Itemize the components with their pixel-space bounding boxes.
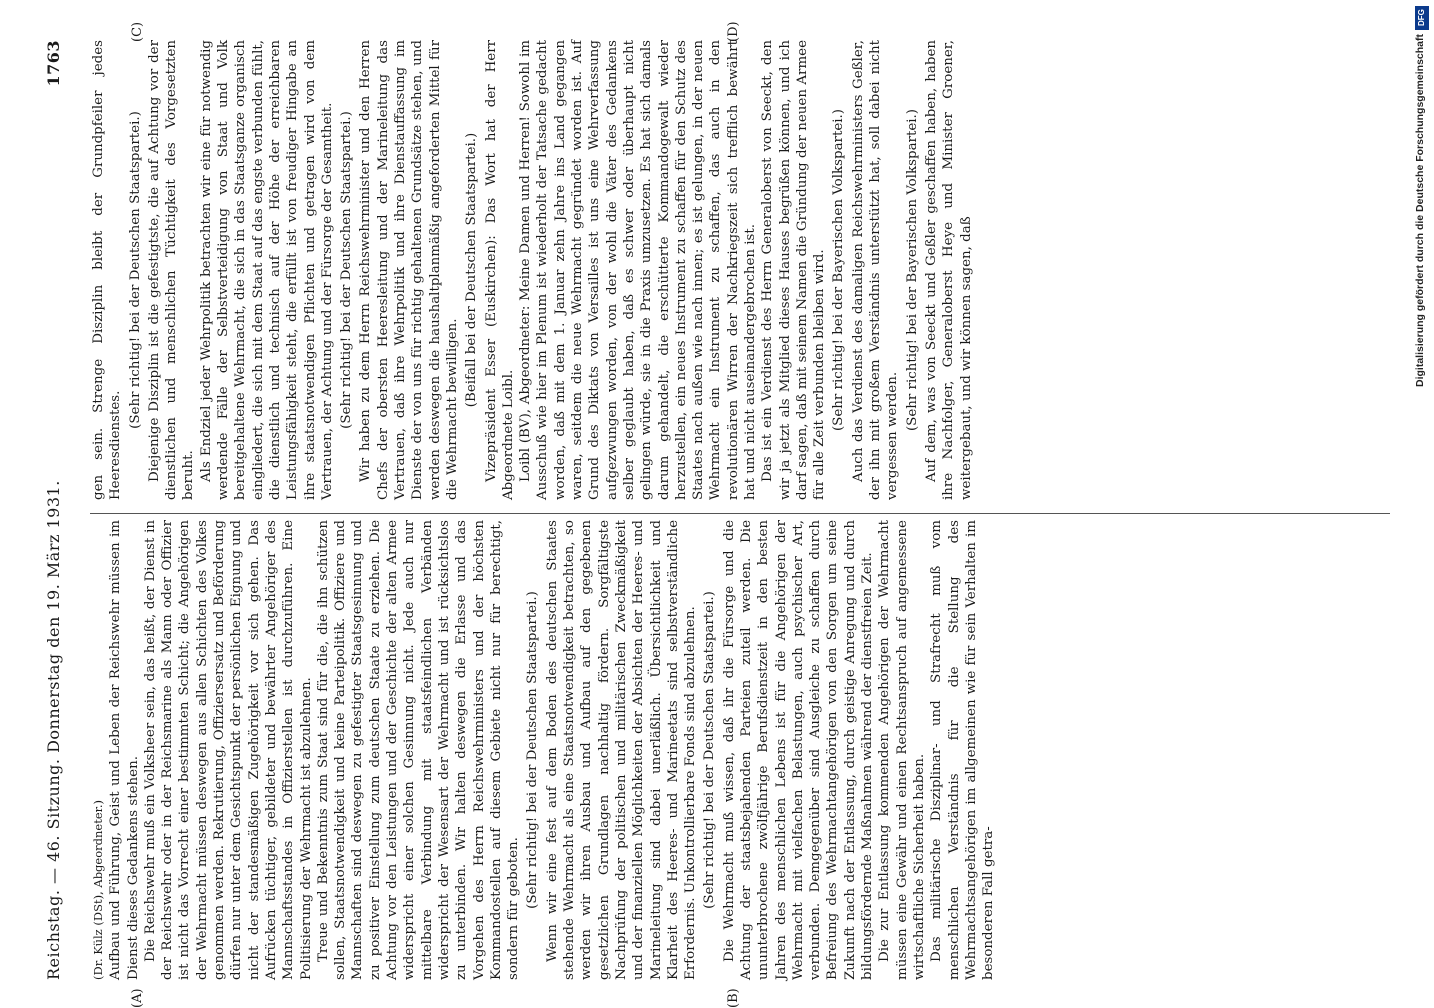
- interjection: (Sehr richtig! bei der Deutschen Staatspartei.): [127, 111, 143, 429]
- paragraph: gen sein. Strenge Disziplin bleibt der Grundpfeiler jedes Heeresdienstes.: [91, 40, 124, 500]
- dfg-logo: DFG: [1415, 6, 1429, 30]
- margin-marker-c: (C): [130, 21, 145, 42]
- interjection: (Sehr richtig! bei der Bayerischen Volkspartei.): [904, 108, 920, 432]
- interjection: (Sehr richtig! bei der Deutschen Staatspartei.): [702, 591, 718, 909]
- paragraph: Wenn wir eine fest auf dem Boden des deutschen Staates stehende Wehrmacht als eine Staatsnotwendigkeit betrachten, so werden wir ihren Ausbau und Aufbau auf den gegebenen gesetzlichen Grundlagen nachhaltig fördern. Sorgfältigste Nachprüfung der politischen und militärischen Zweckmäßigkeit und der finanziellen Möglichkeiten der Absichten der Heeres- und Marineleitung sind dabei unerläßlich. Übersichtlichkeit und Klarheit des Heeres- und Marineetats sind selbstverständliche Erfordernis. Unkontrollierbare Fonds sind abzulehnen.: [544, 520, 699, 980]
- paragraph: Wir haben zu dem Herrn Reichswehrminister und den Herren Chefs der obersten Heeresleitung und der Marineleitung das Vertrauen, daß ihre Wehrpolitik und ihre Dienstauffassung im Dienste der von uns für richtig gehaltenen Grundsätze stehen, und werden deswegen die haushaltplanmäßig angeforderten Mittel für die Wehrmacht bewilligen.: [358, 40, 460, 500]
- paragraph: Treue und Bekenntnis zum Staat sind für die, die ihn schützen sollen, Staatsnotwendigkeit und keine Parteipolitik. Offiziere und Mannschaften sind deswegen zu gefestigter Staatsgesinnung und zu positiver Einstellung zum deutschen Staate zu erziehen. Die Achtung vor den Leistungen und der Geschichte der alten Armee widerspricht einer solchen Gesinnung nicht. Jede auch nur mittelbare Verbindung mit staatsfeindlichen Verbänden widerspricht der Wesensart der Wehrmacht und ist rücksichtslos zu unterbinden. Wir halten deswegen die Erlasse und das Vorgehen des Herrn Reichswehrministers und der höchsten Kommandostellen auf diesem Gebiete nicht nur für berechtigt, sondern für geboten.: [315, 520, 522, 980]
- dfg-credit-strip: [1412, 6, 1430, 826]
- margin-marker-d: (D): [726, 21, 741, 42]
- interjection: (Sehr richtig! bei der Deutschen Staatspartei.): [525, 591, 541, 909]
- page-header: [44, 40, 68, 1000]
- paragraph: Das ist ein Verdienst des Herrn Generaloberst von Seeckt, den wir ja jetzt als Mitglied dieses Hauses begrüßen können, und ich darf sagen, daß mit seinem Namen die Gründung der neuen Armee für alle Zeit verbunden bleiben wird.: [760, 40, 828, 500]
- margin-marker-b: (B): [726, 988, 741, 1008]
- paragraph: Vizepräsident Esser (Euskirchen): Das Wort hat der Herr Abgeordnete Loibl.: [483, 40, 516, 500]
- right-column: [90, 40, 975, 500]
- margin-marker-a: (A): [130, 988, 145, 1008]
- interjection: (Sehr richtig! bei der Deutschen Staatspartei.): [339, 111, 355, 429]
- paragraph: Die Wehrmacht muß wissen, daß ihr die Fürsorge und die Achtung der staatsbejahenden Parteien zuteil werden. Die ununterbrochene zwölfjährige Berufsdienstzeit in den besten Jahren des menschlichen Lebens ist für die Angehörigen der Wehrmacht mit vielfachen Belastungen, auch psychischer Art, verbunden. Demgegenüber sind Ausgleiche zu schaffen durch Befreiung des Wehrmachtangehörigen von den Sorgen um seine Zukunft nach der Entlassung, durch geistige Anregung und durch bildungsfördernde Maßnahmen während der dienstfreien Zeit.: [721, 520, 876, 980]
- paragraph: Als Endziel jeder Wehrpolitik betrachten wir eine für notwendig werdende Fälle der Selbstverteidigung von Staat und Volk bereitgehaltene Wehrmacht, die sich in das Staatsganze organisch eingliedert, die sich mit dem Staat auf das engste verbunden fühlt, die dienstlich und technisch auf der Höhe der erreichbaren Leistungsfähigkeit steht, die erfüllt ist von freudiger Hingabe an ihre staatsnotwendigen Pflichten und getragen wird von dem Vertrauen, der Achtung und der Fürsorge der Gesamtheit.: [198, 40, 335, 500]
- column-divider: [90, 513, 1390, 514]
- rotated-page: [40, 0, 1400, 1008]
- interjection: (Beifall bei der Deutschen Staatspartei.): [464, 132, 480, 408]
- paragraph: Auf dem, was von Seeckt und Geßler geschaffen haben, haben ihre Nachfolger, Generaloberst Heye und Minister Groener, weitergebaut, und wir können sagen, daß: [923, 40, 974, 500]
- interjection: (Sehr richtig! bei der Bayerischen Volkspartei.): [831, 108, 847, 432]
- paragraph: Loibl (BV), Abgeordneter: Meine Damen und Herren! Sowohl im Ausschuß wie hier im Plenum ist wiederholt der Tatsache gedacht worden, daß mit dem 1. Januar zehn Jahre ins Land gegangen waren, seitdem die neue Wehrmacht gegründet worden ist. Auf Grund des Diktats von Versailles ist uns eine Wehrverfassung aufgezwungen worden, von der wohl die Väter des Gedankens selber geglaubt haben, daß es schwer oder überhaupt nicht gelingen würde, sie in die Praxis umzusetzen. Es hat sich damals darum gehandelt, die erschütterte Kommandogewalt wieder herzustellen, ein neues Instrument zu schaffen für den Schutz des Staates nach außen wie nach innen; es ist gelungen, in der neuen Wehrmacht ein Instrument zu schaffen, das auch in den revolutionären Wirren der Nachkriegszeit sich trefflich bewährt hat und nicht auseinandergebrochen ist.: [518, 40, 758, 500]
- header-title: Reichstag. — 46. Sitzung. Donnerstag den 19. März 1931.: [44, 480, 63, 980]
- paragraph: Auch das Verdienst des damaligen Reichswehrministers Geßler, der ihn mit großem Verständnis unterstützt hat, soll dabei nicht vergessen werden.: [850, 40, 901, 500]
- paragraph: Das militärische Disziplinar- und Strafrecht muß vom menschlichen Verständnis für die Stellung des Wehrmachtsangehörigen im allgemeinen wie für sein Verhalten im besonderen Fall getra-: [929, 520, 997, 980]
- left-column: [90, 520, 997, 980]
- paragraph: Diejenige Disziplin ist die gefestigtste, die auf Achtung vor der dienstlichen und menschlichen Tüchtigkeit des Vorgesetzten beruht.: [146, 40, 197, 500]
- paragraph: Aufbau und Führung, Geist und Leben der Reichswehr müssen im Dienst dieses Gedankens stehen.: [108, 520, 141, 980]
- paragraph: Die zur Entlassung kommenden Angehörigen der Wehrmacht müssen eine Gewähr und einen Rechtsanspruch auf angemessene wirtschaftliche Sicherheit haben.: [877, 520, 927, 980]
- dfg-credit-text: Digitalisierung gefördert durch die Deutsche Forschungsgemeinschaft: [1414, 34, 1426, 387]
- paragraph: Die Reichswehr muß ein Volksheer sein, das heißt, der Dienst in der Reichswehr oder in der Reichsmarine als Mann oder Offizier ist nicht das Vorrecht einer bestimmten Schicht; die Angehörigen der Wehrmacht müssen deswegen aus allen Schichten des Volkes genommen werden. Rekrutierung, Offiziersersatz und Beförderung dürfen nur unter dem Gesichtspunkt der persönlichen Eignung und nicht der standesmäßigen Zugehörigkeit vor sich gehen. Das Aufrücken tüchtiger, gebildeter und bewährter Angehöriger des Mannschaftsstandes in Offizierstellen ist durchzuführen. Eine Politisierung der Wehrmacht ist abzulehnen.: [142, 520, 314, 980]
- speaker-note: (Dr. Külz (DSt), Abgeordneter.): [91, 799, 105, 980]
- page-number: 1763: [44, 40, 63, 87]
